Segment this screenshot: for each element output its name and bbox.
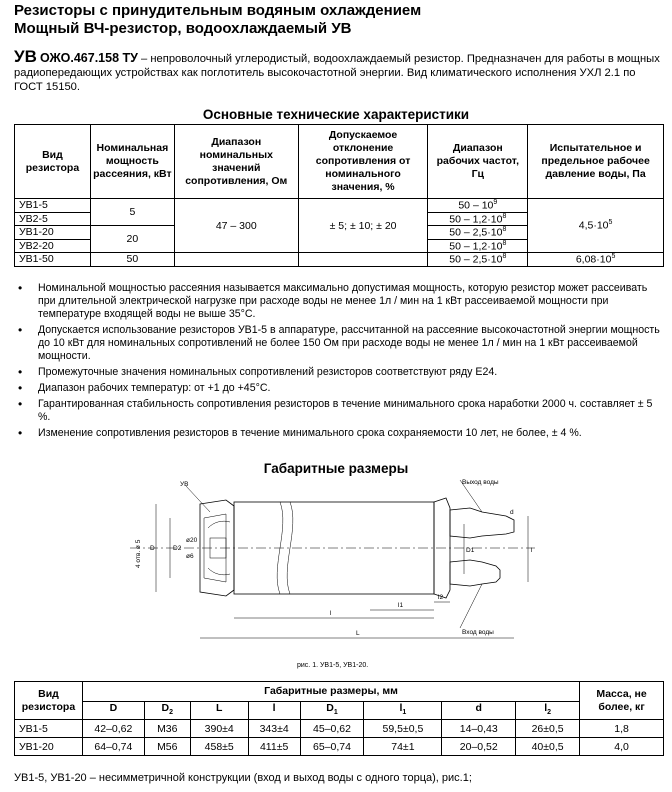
- dims-type-cell: УВ1-5: [15, 720, 83, 738]
- dims-col-base: D: [326, 702, 334, 714]
- dims-value-cell: 74±1: [364, 738, 442, 756]
- resistor-drawing: [130, 478, 540, 656]
- dims-header-mass: Масса, не более, кг: [580, 682, 664, 720]
- spec-power-cell: 20: [90, 226, 174, 253]
- dims-subheader-row: [15, 702, 664, 720]
- dims-value-cell: 14–0,43: [442, 720, 516, 738]
- dims-col-base: d: [475, 702, 482, 714]
- dims-col-base: L: [215, 702, 223, 714]
- dims-mass-cell: 4,0: [580, 738, 664, 756]
- dims-value-cell: 20–0,52: [442, 738, 516, 756]
- spec-pressure-cell: [528, 253, 664, 267]
- spec-header-tolerance: Допускаемое отклонение сопротивления от номинального значения, %: [298, 125, 428, 199]
- dims-col-header: [190, 702, 248, 720]
- spec-pressure-exp: 5: [608, 219, 613, 227]
- spec-power-cell: 5: [90, 199, 174, 226]
- drawing-label-d6: ø6: [186, 553, 194, 560]
- spec-pressure-exp: 5: [611, 253, 616, 260]
- spec-type-cell: УВ1-20: [15, 226, 91, 240]
- dims-header-row: [15, 682, 664, 702]
- dims-mass-cell: 1,8: [580, 720, 664, 738]
- spec-type-cell: УВ2-5: [15, 212, 91, 226]
- spec-header-row: [15, 125, 664, 199]
- dims-value-cell: M36: [144, 720, 190, 738]
- dims-col-header: [248, 702, 300, 720]
- spec-freq-exp: 9: [493, 199, 498, 206]
- dims-col-header: [516, 702, 580, 720]
- footer-note: УВ1-5, УВ1-20 – несимметричной конструкции (вход и выход воды с одного торца), рис.1;: [14, 772, 472, 784]
- list-item: • Гарантированная стабильность сопротивления резисторов в течение минимального срока наработки 2000 ч. составляет ± 5 %.: [30, 398, 662, 424]
- list-item: • Допускается использование резисторов УВ1-5 в аппаратуре, рассчитанной на рассеяние высокочастотной энергии мощность до 10 кВт для номинальных сопротивлений не более 150 Ом при расходе воды не менее 1л / мин на 1 кВт рассеиваемой мощности.: [30, 324, 662, 363]
- table-row: [15, 199, 664, 213]
- title-line-2: Мощный ВЧ-резистор, водоохлаждаемый УВ: [14, 20, 352, 37]
- dims-col-sub: 1: [402, 709, 407, 717]
- dims-col-header: [300, 702, 364, 720]
- dims-col-sub: 2: [547, 709, 552, 717]
- spec-freq-cell: [428, 212, 528, 226]
- drawing-label-water-out: Выход воды: [462, 479, 499, 486]
- drawing-label-uv: УВ: [180, 481, 189, 488]
- dims-value-cell: 45–0,62: [300, 720, 364, 738]
- dims-col-header: [144, 702, 190, 720]
- dims-value-cell: 343±4: [248, 720, 300, 738]
- dims-header-type: Вид резистора: [15, 682, 83, 720]
- spec-freq-base: 50 – 10: [458, 199, 494, 212]
- drawing-label-thread: 4 отв. ø 5: [135, 539, 142, 568]
- dims-type-cell: УВ1-20: [15, 738, 83, 756]
- outlet-nozzle-shape: [450, 508, 514, 538]
- intro-paragraph: [14, 47, 662, 94]
- spec-header-power: Номинальная мощность рассеяния, кВт: [90, 125, 174, 199]
- dims-value-cell: 458±5: [190, 738, 248, 756]
- leader-uv: [186, 486, 210, 512]
- spec-heading: Основные технические характеристики: [202, 107, 470, 122]
- dims-value-cell: M56: [144, 738, 190, 756]
- spec-freq-cell: [428, 239, 528, 253]
- table-row: [15, 738, 664, 756]
- list-item: • Промежуточные значения номинальных сопротивлений резисторов соответствуют ряду Е24.: [30, 366, 662, 379]
- spec-table: [14, 124, 664, 267]
- dimensions-heading: Габаритные размеры: [263, 461, 409, 476]
- drawing-label-D1: D1: [466, 547, 475, 554]
- spec-tolerance-cell: ± 5; ± 10; ± 20: [298, 199, 428, 253]
- spec-header-type: Вид резистора: [15, 125, 91, 199]
- drawing-label-L: L: [356, 630, 360, 637]
- table-row: [15, 720, 664, 738]
- notes-list: [30, 282, 662, 443]
- dims-col-header: [364, 702, 442, 720]
- dims-value-cell: 59,5±0,5: [364, 720, 442, 738]
- spec-type-cell: УВ2-20: [15, 239, 91, 253]
- table-row: [15, 253, 664, 267]
- spec-pressure-cell: [528, 199, 664, 253]
- spec-freq-cell: [428, 253, 528, 267]
- spec-freq-cell: [428, 199, 528, 213]
- spec-pressure-base: 6,08·10: [575, 253, 612, 266]
- spec-freq-base: 50 – 2,5·10: [449, 226, 503, 239]
- dimensions-table: [14, 681, 664, 756]
- spec-type-cell: УВ1-5: [15, 199, 91, 213]
- dims-col-base: l: [399, 702, 403, 714]
- title-line-1: Резисторы с принудительным водяным охлаждением: [14, 2, 422, 19]
- spec-freq-base: 50 – 2,5·10: [449, 253, 503, 266]
- figure-caption: рис. 1. УВ1-5, УВ1-20.: [297, 662, 369, 669]
- spec-freq-exp: 8: [502, 253, 507, 260]
- drawing-label-water-in: Вход воды: [462, 629, 494, 636]
- dims-header-group: Габаритные размеры, мм: [82, 682, 579, 702]
- spec-pressure-base: 4,5·10: [578, 219, 609, 232]
- spec-header-frequency: Диапазон рабочих частот, Гц: [428, 125, 528, 199]
- intro-text: – непроволочный углеродистый, водоохлаждаемый резистор. Предназначен для работы в мощных радиопередающих устройствах как поглотитель высокочастотной энергии. Вид климатического исполнения УХЛ 2.1 по ГОСТ 15150.: [14, 53, 660, 93]
- drawing-label-l: l: [330, 610, 332, 617]
- dims-col-header: [442, 702, 516, 720]
- dims-value-cell: 26±0,5: [516, 720, 580, 738]
- spec-freq-exp: 8: [502, 226, 507, 233]
- spec-freq-exp: 8: [502, 239, 507, 247]
- spec-tolerance-empty: [298, 253, 428, 267]
- spec-freq-cell: [428, 226, 528, 240]
- dims-value-cell: 411±5: [248, 738, 300, 756]
- list-item: • Изменение сопротивления резисторов в течение минимального срока сохраняемости 10 лет, не более, ± 4 %.: [30, 427, 662, 440]
- dims-value-cell: 65–0,74: [300, 738, 364, 756]
- dims-col-sub: 2: [169, 709, 174, 717]
- dims-value-cell: 390±4: [190, 720, 248, 738]
- spec-header-pressure: Испытательное и предельное рабочее давление воды, Па: [528, 125, 664, 199]
- dims-col-base: D: [161, 702, 170, 714]
- dims-col-base: D: [109, 702, 118, 714]
- spec-resistance-empty: [174, 253, 298, 267]
- spec-power-cell: 50: [90, 253, 174, 267]
- list-item: • Номинальной мощностью рассеяния называется максимально допустимая мощность, которую резистор может рассеивать при длительной электрической нагрузке при расходе воды не менее 1л / мин на 1 кВт рассеиваемой мощности при температуре входящей воды не выше 35°C.: [30, 282, 662, 321]
- drawing-label-l-side: l: [531, 547, 533, 554]
- list-item: • Диапазон рабочих температур: от +1 до +45°C.: [30, 382, 662, 395]
- drawing-label-l2: l2: [438, 594, 444, 601]
- spec-type-cell: УВ1-50: [15, 253, 91, 267]
- page-title: [14, 2, 421, 38]
- drawing-label-d20: ø20: [186, 537, 198, 544]
- intro-spec-code: ОЖО.467.158 ТУ: [39, 51, 138, 65]
- dims-col-header: [82, 702, 144, 720]
- drawing-label-l1: l1: [398, 602, 404, 609]
- spec-freq-base: 50 – 1,2·10: [449, 240, 503, 252]
- dims-col-base: l: [544, 702, 548, 714]
- spec-resistance-cell: 47 – 300: [174, 199, 298, 253]
- drawing-label-D2: D2: [173, 545, 182, 552]
- leader-water-in: [460, 584, 482, 628]
- inlet-nozzle-shape: [450, 560, 500, 586]
- dims-value-cell: 40±0,5: [516, 738, 580, 756]
- dims-col-sub: 1: [333, 709, 338, 717]
- dims-col-base: l: [272, 702, 276, 714]
- spec-freq-exp: 8: [502, 212, 507, 220]
- drawing-label-d: d: [510, 509, 514, 516]
- spec-freq-base: 50 – 1,2·10: [449, 213, 503, 225]
- dims-value-cell: 42–0,62: [82, 720, 144, 738]
- drawing-label-D: D: [150, 545, 155, 552]
- intro-code: УВ: [14, 47, 37, 66]
- dims-value-cell: 64–0,74: [82, 738, 144, 756]
- spec-header-resistance: Диапазон номинальных значений сопротивления, Ом: [174, 125, 298, 199]
